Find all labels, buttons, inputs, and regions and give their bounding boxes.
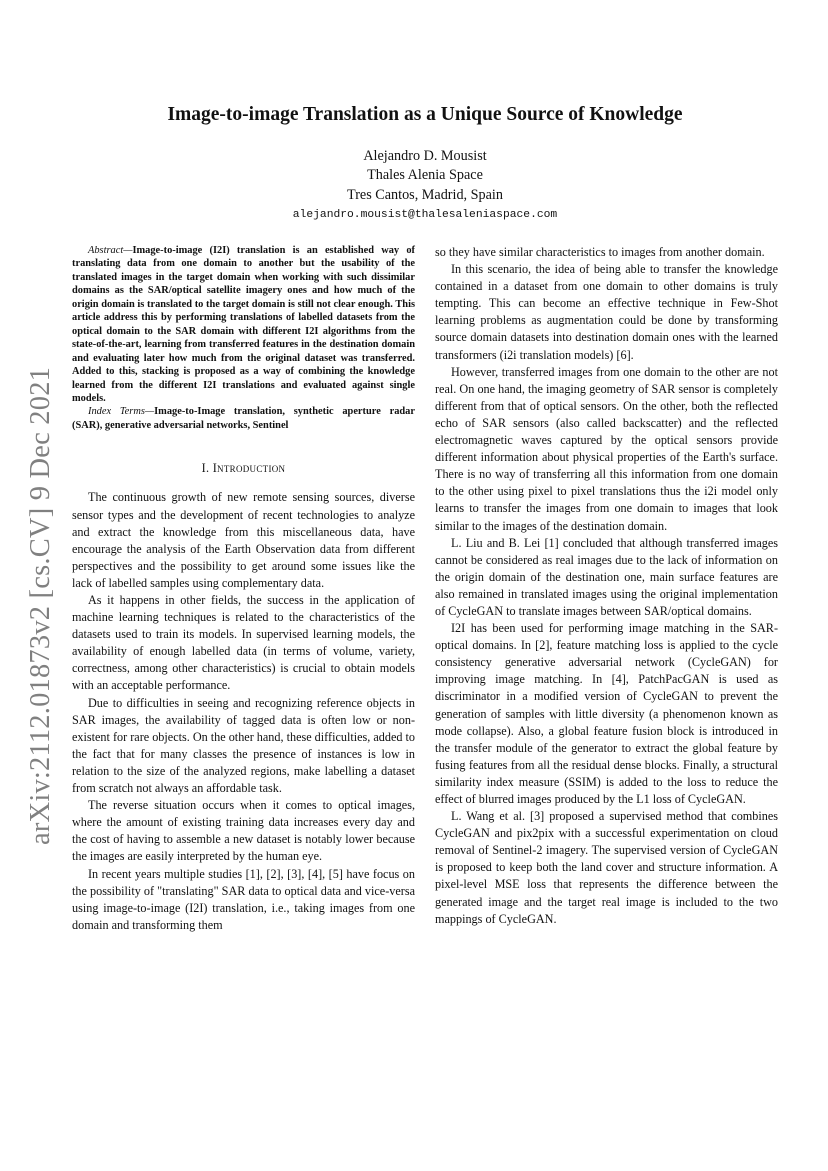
author-name: Alejandro D. Mousist [363, 148, 487, 164]
paragraph: Due to difficulties in seeing and recognizing reference objects in SAR images, the availability of tagged data is often low or non-existent for rare objects. On the other hand, these difficulties, added to the fact that for many classes the presence of instances is low in relation to the size of the analyzed regions, make labelling a dataset from scratch not always an affordable task. [72, 695, 415, 796]
section-title: Introduction [212, 461, 286, 476]
paragraph: I2I has been used for performing image matching in the SAR-optical domains. In [2], feature matching loss is applied to the cycle consistency generative adversarial network (CycleGAN) for improving image matching. In [4], PatchPacGAN is used as discriminator in a modified version of CycleGAN to prevent the generation of samples with little diversity (a phenomenon known as mode collapse). Also, a global feature fusion block is introduced in the transfer module of the generator to extract the global feature by fusing features from all the residual dense blocks. Finally, a structural similarity index measure (SSIM) is added to the loss to reduce the effect of blurred images produced by the L1 loss of CycleGAN. [435, 621, 778, 806]
paragraph: In this scenario, the idea of being able to transfer the knowledge contained in a dataset from one domain to other domains is truly tempting. This can become an effective technique in Few-Shot learning problems as augmentation could be done by transforming source domain datasets into destination domain ones with the learned transformers (i2i translation models) [6]. [435, 262, 778, 362]
index-terms-text: Image-to-Image translation, synthetic aperture radar (SAR), generative adversarial networks, Sentinel [72, 406, 415, 431]
author-email: alejandro.mousist@thalesaleniaspace.com [292, 208, 558, 221]
paragraph: The continuous growth of new remote sensing sources, diverse sensor types and the development of recent technologies to analyze and extract the knowledge from this miscellaneous data, have encourage the analysis of the Earth Observation data from different perspectives and the possibility to get around some issues like the lack of labelled samples using complementary data. [72, 490, 415, 590]
author-location: Tres Cantos, Madrid, Spain [347, 186, 503, 203]
abstract [72, 244, 415, 405]
author-affiliation: Thales Alenia Space [367, 167, 483, 184]
left-column [72, 244, 415, 934]
paragraph: L. Liu and B. Lei [1] concluded that although transferred images cannot be considered as real images due to the lack of information on the origin domain of the destination one, main surface features are also remained in translated images using the original implementation of CycleGAN to translate images between SAR/optical domains. [435, 535, 778, 618]
paper-title: Image-to-image Translation as a Unique Source of Knowledge [167, 104, 683, 125]
abstract-text: Image-to-image (I2I) translation is an established way of translating data from one domain to another but the usability of the translated images in the target domain when working with such dissimilar domains as the SAR/optical satellite imagery ones and how much of the origin domain is translated to the target domain is still not clear enough. This article address this by performing translations of labelled datasets from the optical domain to the SAR domain with different I2I algorithms from the state-of-the-art, learning from transferred features in the destination domain and evaluating later how much from the original dataset was transferred. Added to this, stacking is proposed as a way of combining the knowledge learned from the different I2I translations and evaluated against single models. [72, 245, 415, 404]
paragraph: L. Wang et al. [3] proposed a supervised method that combines CycleGAN and pix2pix with a successful experimentation on cloud removal of Sentinel-2 imagery. The supervised version of CycleGAN is proposed to keep both the land cover and structure information. A pixel-level MSE loss that represents the difference between the generated image and the target real image is included to the two mappings of CycleGAN. [435, 809, 778, 926]
index-terms [72, 405, 415, 432]
index-terms-lead: Index Terms— [88, 406, 155, 418]
paragraph: The reverse situation occurs when it comes to optical images, where the amount of existing training data increases every day and the cost of having to assemble a new dataset is notably lower because the images are easily interpreted by the human eye. [72, 798, 415, 864]
arxiv-identifier: arXiv:2112.01873v2 [cs.CV] 9 Dec 2021 [25, 366, 56, 845]
right-column [435, 244, 778, 928]
paragraph: However, transferred images from one domain to the other are not real. On one hand, the imaging geometry of SAR sensor is completely different from that of optical sensors. On the other, both the reflected echo of SAR sensors (also called backscatter) and the reflected electromagnetic waves captured by the optical sensors provide different information about physical properties of the Earth's surface. There is no way of transferring all this information from one domain to the other using pixel to pixel translations thus the i2i model only learns to transfer the images from one domain to images that look similar to the images of the destination domain. [435, 364, 778, 533]
paragraph: so they have similar characteristics to images from another domain. [435, 245, 765, 259]
author-block [60, 147, 790, 225]
section-heading [72, 460, 415, 477]
paragraph: As it happens in other fields, the success in the application of machine learning techniques is related to the characteristics of the datasets used to train its models. In supervised learning models, the availability of enough labelled data (in terms of volume, variety, correctness, among other characteristics) is crucial to obtain models with an acceptable performance. [72, 593, 415, 693]
paragraph: In recent years multiple studies [1], [2], [3], [4], [5] have focus on the possibility of "translating" SAR data to optical data and vice-versa using image-to-image (I2I) translation, i.e., taking images from one domain and transforming them [72, 866, 415, 932]
abstract-lead: Abstract— [88, 245, 133, 256]
section-number: I. [201, 461, 210, 476]
